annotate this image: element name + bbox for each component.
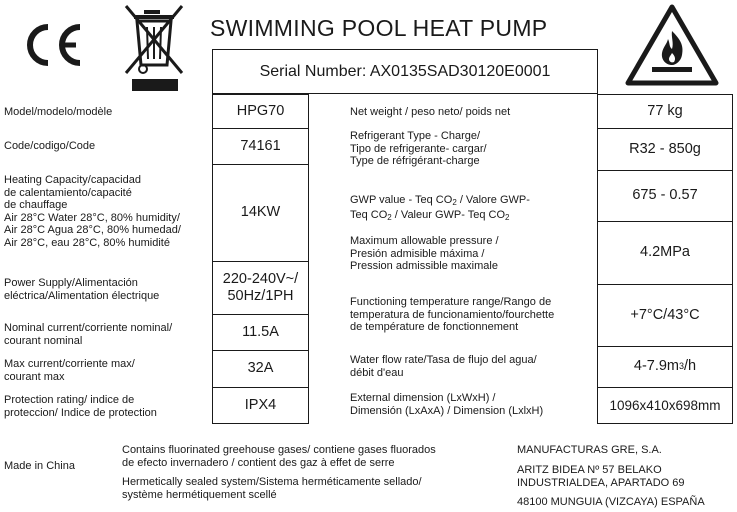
spec-value <box>597 346 733 387</box>
serial-number: Serial Number: AX0135SAD30120E0001 <box>212 49 598 94</box>
subscript: 2 <box>505 213 510 222</box>
spec-value: 220-240V~/ 50Hz/1PH <box>222 270 299 304</box>
spec-label: Power Supply/Alimentación eléctrica/Alimentation électrique <box>4 277 160 302</box>
label-text: / Valeur GWP- Teq CO <box>391 209 506 221</box>
label-text: / Valore GWP- <box>456 193 530 206</box>
spec-label: Heating Capacity/capacidad de calentamiento/capacité de chauffage Air 28°C Water 28°C, 80% humidity/ Air 28°C Agua 28°C, 80% humedad/ Air 28°C, eau 28°C, 80% humidité <box>4 174 181 249</box>
spec-value: +7°C/43°C <box>630 306 700 323</box>
manufacturer-city: 48100 MUNGUIA (VIZCAYA) ESPAÑA <box>517 496 705 508</box>
subscript: 2 <box>452 197 457 207</box>
ce-mark-icon <box>22 22 86 68</box>
spec-value: 74161 <box>240 137 281 154</box>
spec-label: Maximum allowable pressure / Presión admisible máxima / Pression admissible maximale <box>350 235 499 272</box>
spec-label: Functioning temperature range/Rango de temperatura de funcionamiento/fourchette de température de fonctionnement <box>350 296 555 333</box>
spec-label <box>350 181 530 225</box>
manufacturer-address: ARITZ BIDEA Nº 57 BELAKO INDUSTRIALDEA, APARTADO 69 <box>517 464 685 489</box>
spec-label: Net weight / peso neto/ poids net <box>350 106 511 118</box>
spec-value: HPG70 <box>236 102 285 119</box>
spec-value: 32A <box>247 360 274 376</box>
manufacturer-name: MANUFACTURAS GRE, S.A. <box>517 444 662 456</box>
spec-label: Water flow rate/Tasa de flujo del agua/ débit d'eau <box>350 354 537 379</box>
spec-label: Max current/corriente max/ courant max <box>4 358 135 383</box>
spec-label: Refrigerant Type - Charge/ Tipo de refrigerante- cargar/ Type de réfrigérant-charge <box>350 130 487 167</box>
spec-value: 11.5A <box>242 323 279 340</box>
spec-value: IPX4 <box>244 397 277 413</box>
spec-label: Nominal current/corriente nominal/ courant nominal <box>4 322 173 347</box>
superscript: 3 <box>679 361 685 371</box>
spec-label: Model/modelo/modèle <box>4 106 113 118</box>
spec-value: 14KW <box>240 204 281 220</box>
spec-value: 1096x410x698mm <box>609 398 721 413</box>
spec-label: External dimension (LxWxH) / Dimensión (LxAxA) / Dimension (LxlxH) <box>350 392 544 417</box>
spec-value: 4.2MPa <box>640 244 690 260</box>
page-title: SWIMMING POOL HEAT PUMP <box>210 15 548 41</box>
value-text: /h <box>684 358 697 374</box>
made-in: Made in China <box>4 460 75 472</box>
flammable-warning-icon <box>624 3 720 87</box>
label-text: Teq CO <box>350 209 388 221</box>
spec-value: 675 - 0.57 <box>632 187 698 203</box>
fluorinated-gases-notice: Contains fluorinated greehouse gases/ contiene gases fluorados de efecto invernadero / contient des gaz à effet de serre <box>122 444 436 469</box>
crossed-out-bin-icon <box>120 3 190 95</box>
subscript: 2 <box>387 213 392 222</box>
spec-label: Code/codigo/Code <box>4 140 96 152</box>
spec-value: 77 kg <box>647 102 683 119</box>
value-text: 4-7.9m <box>633 358 680 374</box>
spec-label: Protection rating/ indice de proteccion/ Indice de protection <box>4 394 157 419</box>
label-text: GWP value - Teq CO <box>350 193 453 206</box>
spec-value: R32 - 850g <box>629 140 701 157</box>
sealed-system-notice: Hermetically sealed system/Sistema herméticamente sellado/ système hermétiquement scellé <box>122 476 422 501</box>
